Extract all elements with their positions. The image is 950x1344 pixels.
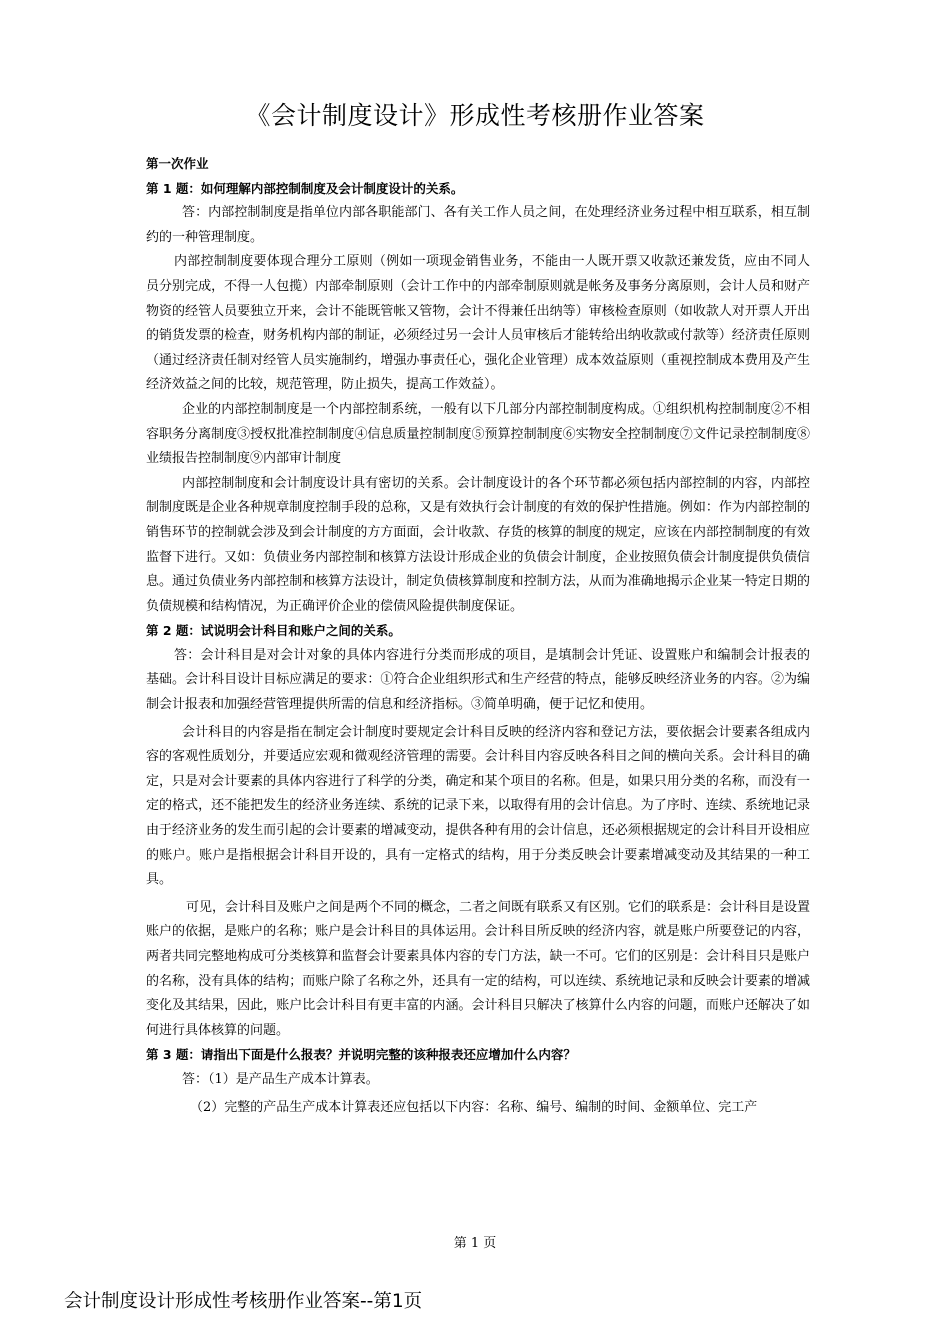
question-1-paragraph: 答：内部控制制度是指单位内部各职能部门、各有关工作人员之间，在处理经济业务过程中相互联系，相互制约的一种管理制度。 (146, 205, 810, 245)
question-2-paragraph: 可见，会计科目及账户之间是两个不同的概念，二者之间既有联系又有区别。它们的联系是：会计科目是设置账户的依据，是账户的名称；账户是会计科目的具体运用。会计科目所反映的经济内容，就是账户所要登记的内容，两者共同完整地构成可分类核算和监督会计要素具体内容的专门方法，缺一不可。它们的区别是：会计科目只是账户的名称，没有具体的结构；而账户除了名称之外，还具有一定的结构，可以连续、系统地记录和反映会计要素的增减变化及其结果，因此，账户比会计科目有更丰富的内涵。会计科目只解决了核算什么内容的问题，而账户还解决了如何进行具体核算的问题。 (146, 899, 811, 1038)
question-3-paragraph: 答：（1）是产品生产成本计算表。 (182, 1071, 379, 1087)
question-3-heading: 第 3 题：请指出下面是什么报表？并说明完整的该种报表还应增加什么内容？ (146, 1047, 576, 1063)
question-2-paragraph: 答：会计科目是对会计对象的具体内容进行分类而形成的项目，是填制会计凭证、设置账户和编制会计报表的基础。会计科目设计目标应满足的要求：①符合企业组织形式和生产经营的特点，能够反映经济业务的内容。②为编制会计报表和加强经营管理提供所需的信息和经济指标。③简单明确，便于记忆和使用。 (146, 647, 810, 713)
question-3-paragraph: （2）完整的产品生产成本计算表还应包括以下内容：名称、编号、编制的时间、金额单位、完工产 (190, 1099, 758, 1115)
document-title: 《会计制度设计》形成性考核册作业答案 (245, 101, 705, 130)
question-1-heading: 第 1 题：如何理解内部控制制度及会计制度设计的关系。 (146, 180, 464, 196)
question-1-paragraph: 企业的内部控制制度是一个内部控制系统，一般有以下几部分内部控制制度构成。①组织机构控制制度②不相容职务分离制度③授权批准控制制度④信息质量控制制度⑤预算控制制度⑥实物安全控制制度⑦文件记录控制制度⑧业绩报告控制制度⑨内部审计制度 (146, 401, 810, 467)
question-2-paragraph: 会计科目的内容是指在制定会计制度时要规定会计科目反映的经济内容和登记方法，要依据会计要素各组成内容的客观性质划分，并要适应宏观和微观经济管理的需要。会计科目内容反映各科目之间的横向关系。会计科目的确定，只是对会计要素的具体内容进行了科学的分类，确定和某个项目的名称。但是，如果只用分类的名称，而没有一定的格式，还不能把发生的经济业务连续、系统的记录下来，以取得有用的会计信息。为了序时、连续、系统地记录由于经济业务的发生而引起的会计要素的增减变动，提供各种有用的会计信息，还必须根据规定的会计科目开设相应的账户。账户是指根据会计科目开设的，具有一定格式的结构，用于分类反映会计要素增减变动及其结果的一种工具。 (146, 724, 810, 888)
question-1-paragraph: 内部控制制度要体现合理分工原则（例如一项现金销售业务，不能由一人既开票又收款还兼发货，应由不同人员分别完成，不得一人包揽）内部牵制原则（会计工作中的内部牵制原则就是帐务及事务分离原则，会计人员和财产物资的经管人员要独立开来，会计不能既管帐又管物，会计不得兼任出纳等）审核检查原则（如收款人对开票人开出的销货发票的检查，财务机构内部的制证，必须经过另一会计人员审核后才能转给出纳收款或付款等）经济责任原则（通过经济责任制对经管人员实施制约，增强办事责任心，强化企业管理）成本效益原则（重视控制成本费用及产生经济效益之间的比较，规范管理，防止损失，提高工作效益）。 (146, 254, 810, 393)
question-2-heading: 第 2 题：试说明会计科目和账户之间的关系。 (146, 623, 401, 639)
question-1-paragraph: 内部控制制度和会计制度设计具有密切的关系。会计制度设计的各个环节都必须包括内部控制的内容，内部控制制度既是企业各种规章制度控制手段的总称，又是有效执行会计制度的有效的保护性措施。例如：作为内部控制的销售环节的控制就会涉及到会计制度的方方面面，会计收款、存货的核算的制度的规定，应该在内部控制制度的有效监督下进行。又如：负债业务内部控制和核算方法设计形成企业的负债会计制度，企业按照负债会计制度提供负债信息。通过负债业务内部控制和核算方法设计，制定负债核算制度和控制方法，从而为准确地揭示企业某一特定日期的负债规模和结构情况，为正确评价企业的偿债风险提供制度保证。 (146, 475, 810, 614)
page-number: 第 1 页 (453, 1236, 497, 1251)
section-heading: 第一次作业 (146, 156, 209, 171)
document-body (146, 152, 810, 1120)
page-caption: 会计制度设计形成性考核册作业答案--第1页 (64, 1291, 423, 1312)
